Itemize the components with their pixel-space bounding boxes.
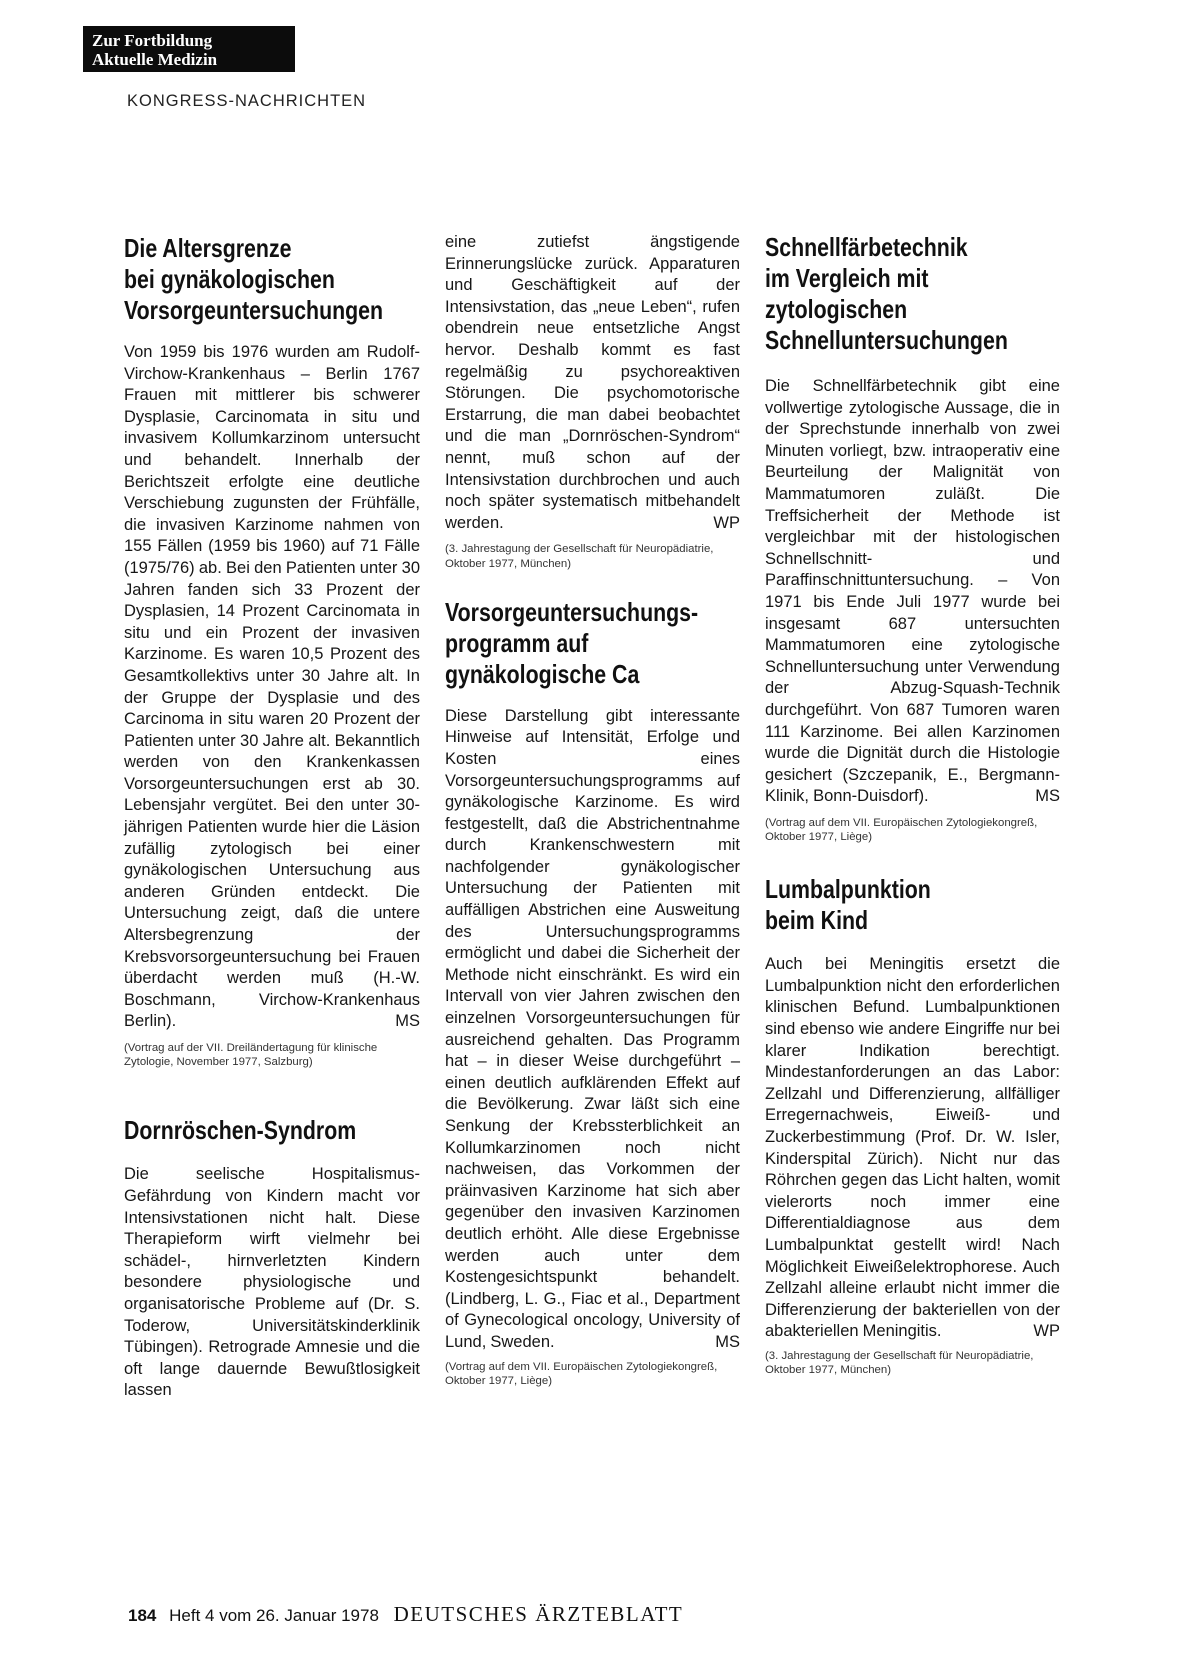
article-title-schnellfaerbetechnik: Schnellfärbetechnik im Vergleich mit zytologischen Schnelluntersuchungen	[765, 232, 1008, 355]
author-signature: MS	[715, 1332, 740, 1351]
article-body-altersgrenze: Von 1959 bis 1976 wurden am Rudolf-Virchow-Krankenhaus – Berlin 1767 Frauen mit mittlerer bis schwerer Dysplasie, Carcinomata in situ und invasivem Kollumkarzinom untersucht und behandelt. Innerhalb der Berichtszeit erfolgte eine deutliche Verschiebung zugunsten der Frühfälle, die invasiven Karzinome nahmen von 155 Fällen (1959 bis 1960) auf 71 Fälle (1975/76) ab. Bei den Patienten unter 30 Jahren fanden sich 33 Prozent der Dysplasien, 14 Prozent Carcinomata in situ und ein Prozent der invasiven Karzinome. Es waren 10,5 Prozent des Gesamtkollektivs unter 30 Jahre alt. In der Gruppe der Dysplasie und des Carcinoma in situ waren 20 Prozent der Patienten unter 30 Jahre alt. Bekanntlich werden von den Krankenkassen Vorsorgeuntersuchungen erst ab 30. Lebensjahr vergütet. Bei den unter 30-jährigen Patienten wurde hier die Läsion zufällig zytologisch bei einer gynäkologischen Untersuchung aus anderen Gründen entdeckt. Die Untersuchung zeigt, daß die untere Altersbegrenzung der Krebsvorsorgeuntersuchung bei Frauen überdacht werden muß (H.-W. Boschmann, Virchow-Krankenhaus Berlin). MS	[124, 342, 420, 1033]
section-label: KONGRESS-NACHRICHTEN	[127, 92, 367, 110]
badge-line-2: Aktuelle Medizin	[92, 50, 218, 69]
source-note-lumbalpunktion: (3. Jahrestagung der Gesellschaft für Neuropädiatrie, Oktober 1977, München)	[765, 1349, 1034, 1377]
author-signature: WP	[1033, 1322, 1060, 1341]
source-note-dornroeschen: (3. Jahrestagung der Gesellschaft für Neuropädiatrie, Oktober 1977, München)	[445, 543, 714, 570]
page-number: 184	[128, 1606, 157, 1625]
article-body-vorsorgeprogramm: Diese Darstellung gibt interessante Hinweise auf Intensität, Erfolge und Kosten eines Vorsorgeuntersuchungsprogramms auf gynäkologische Karzinome. Es wird festgestellt, daß die Abstrichentnahme durch Krankenschwestern mit nachfolgender gynäkologischer Untersuchung der Patienten mit auffälligen Abstrichen eine Ausweitung des Untersuchungsprogramms ermöglicht und dabei die Sicherheit der Methode nicht einschränkt. Es wird ein Intervall von vier Jahren zwischen den einzelnen Vorsorgeuntersuchungen für ausreichend gehalten. Das Programm hat – in dieser Weise durchgeführt – einen deutlich aufklärenden Effekt auf die Bevölkerung. Zwar läßt sich eine Senkung der Krebssterblichkeit an Kollumkarzinomen noch nicht nachweisen, das Vorkommen der präinvasiven Karzinome hat sich aber gegenüber den invasiven Karzinomen deutlich erhöht. Alle diese Ergebnisse werden auch unter dem Kostengesichtspunkt behandelt. (Lindberg, L. G., Fiac et al., Department of Gynecological oncology, University of Lund, Sweden. MS	[445, 706, 740, 1354]
article-body-dornroeschen-part2: eine zutiefst ängstigende Erinnerungslücke zurück. Apparaturen und Geschäftigkeit auf der Intensivstation, das „neue Leben“, rufen obendrein neue entsetzliche Angst hervor. Deshalb kommt es fast regelmäßig zu psychoreaktiven Störungen. Die psychomotorische Erstarrung, die man dabei beobachtet und die man „Dornröschen-Syndrom“ nennt, muß schon auf der Intensivstation durchbrochen und auch noch später systematisch mitbehandelt werden. WP	[445, 232, 740, 534]
author-signature: MS	[1035, 787, 1060, 806]
section-badge	[83, 26, 295, 72]
column-2	[445, 232, 740, 1388]
column-1	[124, 233, 420, 1402]
author-signature: MS	[395, 1012, 420, 1031]
author-signature: WP	[713, 513, 740, 532]
article-title-altersgrenze: Die Altersgrenze bei gynäkologischen Vorsorgeuntersuchungen	[124, 233, 384, 325]
article-title-dornroeschen: Dornröschen-Syndrom	[124, 1115, 357, 1146]
source-note-altersgrenze: (Vortrag auf der VII. Dreiländertagung für klinische Zytologie, November 1977, Salzburg)	[124, 1042, 378, 1069]
source-note-schnellfaerbetechnik: (Vortrag auf dem VII. Europäischen Zytologiekongreß, Oktober 1977, Liège)	[765, 816, 1038, 844]
column-3	[765, 232, 1060, 1377]
issue-info: Heft 4 vom 26. Januar 1978	[169, 1606, 379, 1625]
article-body-lumbalpunktion: Auch bei Meningitis ersetzt die Lumbalpunktion nicht den erforderlichen klinischen Befund. Lumbalpunktionen sind ebenso wie andere Eingriffe nur bei klarer Indikation berechtigt. Mindestanforderungen an das Labor: Zellzahl und Differenzierung, allfälliger Erregernachweis, Eiweiß- und Zuckerbestimmung (Prof. Dr. W. Isler, Kinderspital Zürich). Nicht nur das Röhrchen gegen das Licht halten, womit vielerorts noch immer eine Differentialdiagnose aus dem Lumbalpunktat gestellt wird! Nach Möglichkeit Eiweißelektrophorese. Auch Zellzahl alleine erlaubt nicht immer die Differenzierung der bakteriellen von der abakteriellen Meningitis. WP	[765, 954, 1060, 1343]
badge-line-1: Zur Fortbildung	[92, 31, 213, 50]
article-body-dornroeschen-part1: Die seelische Hospitalismus-Gefährdung von Kindern macht vor Intensivstationen nicht halt. Diese Therapieform wirft vielmehr bei schädel-, hirnverletzten Kindern besondere physiologische und organisatorische Probleme auf (Dr. S. Toderow, Universitätskinderklinik Tübingen). Retrograde Amnesie und die oft lange dauernde Bewußtlosigkeit lassen	[124, 1165, 420, 1400]
article-body-schnellfaerbetechnik: Die Schnellfärbetechnik gibt eine vollwertige zytologische Aussage, die in der Sprechstunde innerhalb von zwei Minuten vorliegt, bzw. intraoperativ eine Beurteilung der Malignität von Mammatumoren zuläßt. Die Treffsicherheit der Methode ist vergleichbar mit der histologischen Schnellschnitt- und Paraffinschnittuntersuchung. – Von 1971 bis Ende Juli 1977 wurde bei insgesamt 687 untersuchten Mammatumoren eine zytologische Schnelluntersuchung unter Verwendung der Abzug-Squash-Technik durchgeführt. Von 687 Tumoren waren 111 Karzinome. Bei allen Karzinomen wurde die Dignität durch die Histologie gesichert (Szczepanik, E., Bergmann-Klinik, Bonn-Duisdorf). MS	[765, 376, 1060, 808]
journal-name: DEUTSCHES ÄRZTEBLATT	[393, 1602, 684, 1626]
article-title-vorsorgeprogramm: Vorsorgeuntersuchungs- programm auf gynäkologische Ca	[445, 596, 699, 689]
article-title-lumbalpunktion: Lumbalpunktion beim Kind	[765, 874, 931, 936]
source-note-vorsorgeprogramm: (Vortrag auf dem VII. Europäischen Zytologiekongreß, Oktober 1977, Liège)	[445, 1360, 718, 1387]
page-footer	[128, 1602, 683, 1627]
